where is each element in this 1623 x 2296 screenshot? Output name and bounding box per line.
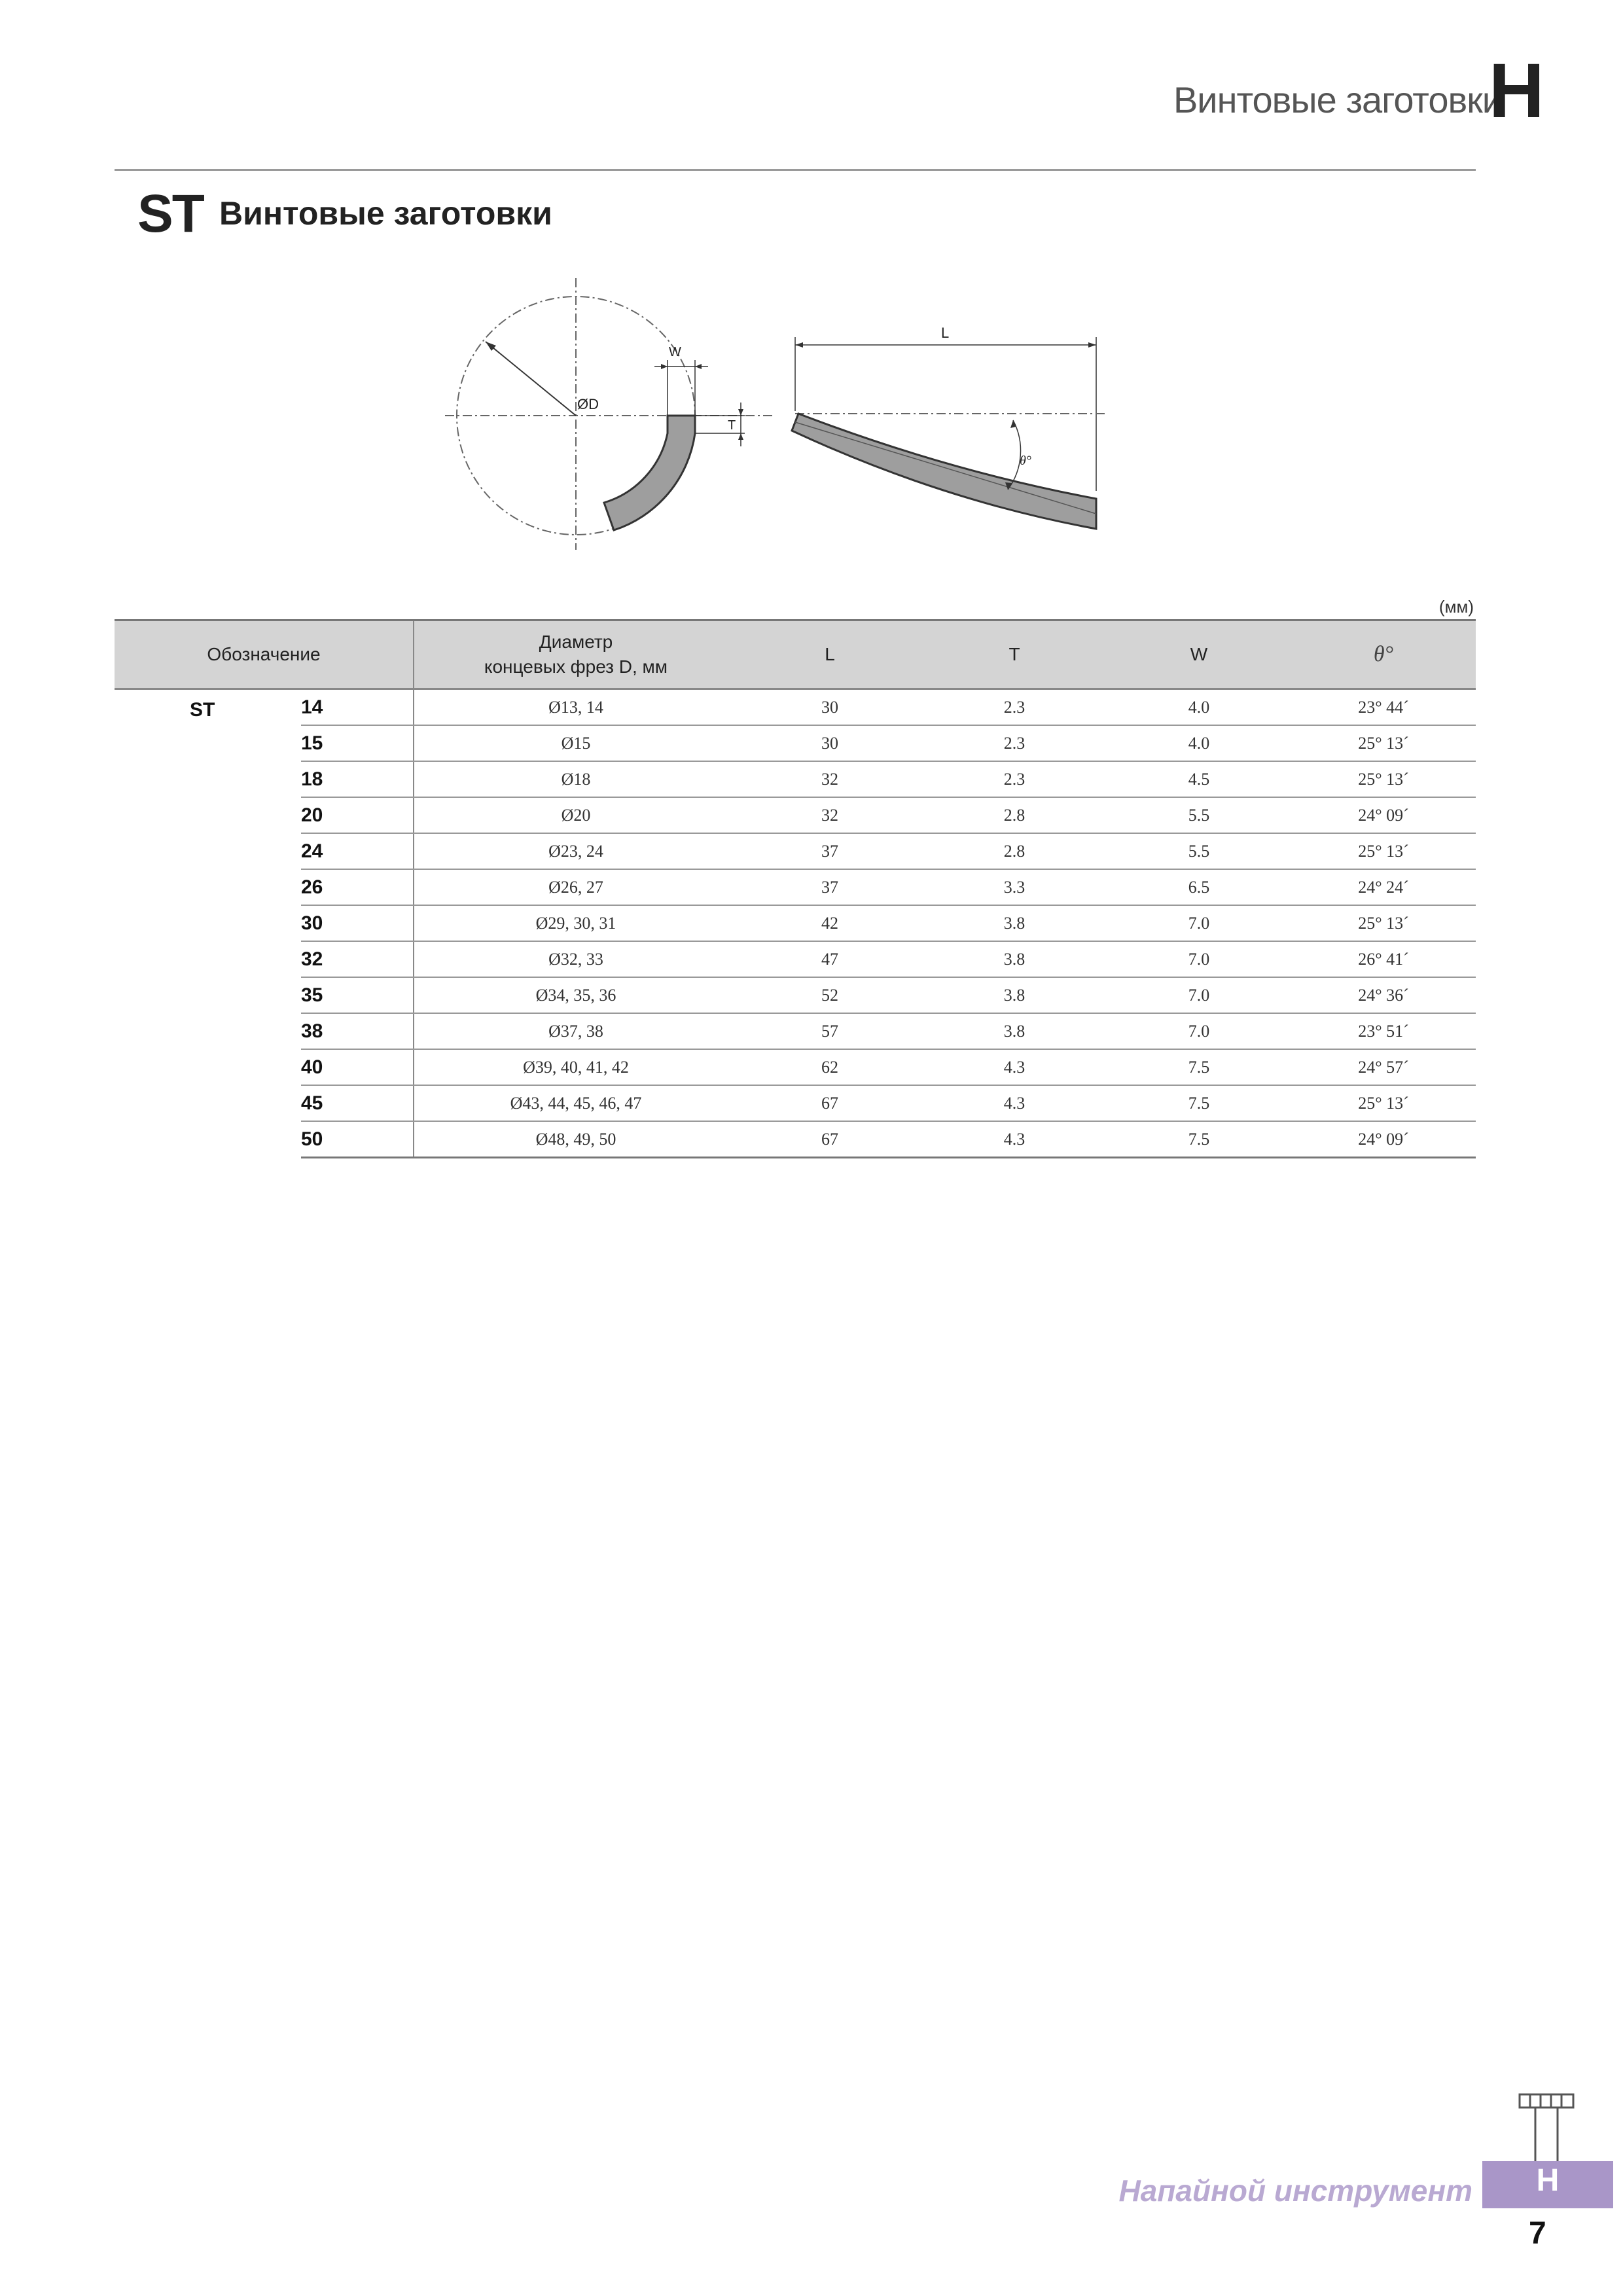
blank-drawing <box>432 275 1139 550</box>
cell-t: 4.3 <box>922 1121 1107 1158</box>
header-title: Винтовые заготовки <box>1173 79 1502 120</box>
cell-t: 2.8 <box>922 797 1107 833</box>
cell-theta: 26° 41´ <box>1291 941 1476 977</box>
cell-w: 7.0 <box>1107 905 1291 941</box>
brazed-tool-icon <box>1517 2089 1576 2162</box>
cell-l: 32 <box>738 797 922 833</box>
cell-w: 4.5 <box>1107 761 1291 797</box>
cell-theta: 25° 13´ <box>1291 1085 1476 1121</box>
cell-l: 52 <box>738 977 922 1013</box>
cell-l: 32 <box>738 761 922 797</box>
cross-section-view <box>445 278 772 550</box>
cell-l: 30 <box>738 689 922 726</box>
cell-size: 38 <box>301 1013 414 1049</box>
label-theta: θ° <box>1020 454 1031 468</box>
table-row <box>115 869 1476 905</box>
cell-diameter: Ø18 <box>414 761 738 797</box>
cell-diameter: Ø26, 27 <box>414 869 738 905</box>
table-header-row <box>115 620 1476 689</box>
table-row <box>115 1085 1476 1121</box>
cell-l: 42 <box>738 905 922 941</box>
header-section-letter: H <box>1488 48 1544 134</box>
cell-theta: 25° 13´ <box>1291 761 1476 797</box>
series-code: ST <box>190 699 215 721</box>
cell-w: 6.5 <box>1107 869 1291 905</box>
label-w: W <box>669 345 681 359</box>
cell-size: 15 <box>301 725 414 761</box>
table-row <box>115 1049 1476 1085</box>
header-diameter-line1: Диаметр <box>539 632 613 653</box>
cell-w: 5.5 <box>1107 833 1291 869</box>
table-row <box>115 977 1476 1013</box>
cell-l: 67 <box>738 1121 922 1158</box>
unit-label: (мм) <box>1438 597 1474 617</box>
cell-w: 4.0 <box>1107 689 1291 726</box>
header-theta <box>1291 620 1476 689</box>
label-l: L <box>941 325 950 341</box>
cell-l: 67 <box>738 1085 922 1121</box>
cell-t: 3.3 <box>922 869 1107 905</box>
cell-t: 4.3 <box>922 1085 1107 1121</box>
header-w: W <box>1107 620 1291 689</box>
cell-l: 37 <box>738 869 922 905</box>
cell-theta: 25° 13´ <box>1291 833 1476 869</box>
cell-size: 35 <box>301 977 414 1013</box>
cell-theta: 24° 09´ <box>1291 797 1476 833</box>
cell-l: 30 <box>738 725 922 761</box>
cell-theta: 25° 13´ <box>1291 905 1476 941</box>
cell-t: 2.3 <box>922 725 1107 761</box>
cell-t: 2.3 <box>922 761 1107 797</box>
table-row <box>115 689 1476 726</box>
cell-diameter: Ø13, 14 <box>414 689 738 726</box>
cell-w: 7.0 <box>1107 941 1291 977</box>
footer-category: Напайной инструмент <box>1118 2174 1472 2208</box>
cell-theta: 24° 24´ <box>1291 869 1476 905</box>
cell-theta: 24° 57´ <box>1291 1049 1476 1085</box>
cell-size: 45 <box>301 1085 414 1121</box>
section-title: Винтовые заготовки <box>219 195 552 232</box>
cell-diameter: Ø43, 44, 45, 46, 47 <box>414 1085 738 1121</box>
header-diameter-line2: концевых фрез D, мм <box>484 656 668 677</box>
cell-size: 24 <box>301 833 414 869</box>
cell-theta: 23° 44´ <box>1291 689 1476 726</box>
cell-size: 30 <box>301 905 414 941</box>
cell-size: 50 <box>301 1121 414 1158</box>
cell-w: 7.5 <box>1107 1049 1291 1085</box>
cell-diameter: Ø39, 40, 41, 42 <box>414 1049 738 1085</box>
cell-diameter: Ø32, 33 <box>414 941 738 977</box>
cell-w: 7.0 <box>1107 977 1291 1013</box>
cell-t: 3.8 <box>922 905 1107 941</box>
cell-l: 37 <box>738 833 922 869</box>
cell-diameter: Ø20 <box>414 797 738 833</box>
cell-diameter: Ø48, 49, 50 <box>414 1121 738 1158</box>
cell-t: 2.8 <box>922 833 1107 869</box>
cell-theta: 24° 09´ <box>1291 1121 1476 1158</box>
cell-l: 57 <box>738 1013 922 1049</box>
page-number: 7 <box>1529 2216 1546 2251</box>
cell-w: 7.5 <box>1107 1085 1291 1121</box>
section-code: ST <box>137 184 204 243</box>
cell-size: 26 <box>301 869 414 905</box>
side-view <box>792 325 1106 529</box>
header-divider <box>115 169 1476 171</box>
cell-t: 3.8 <box>922 941 1107 977</box>
table-row <box>115 1121 1476 1158</box>
cell-w: 4.0 <box>1107 725 1291 761</box>
cell-t: 3.8 <box>922 977 1107 1013</box>
cell-l: 47 <box>738 941 922 977</box>
table-row <box>115 905 1476 941</box>
table-row <box>115 725 1476 761</box>
cell-diameter: Ø23, 24 <box>414 833 738 869</box>
cell-theta: 25° 13´ <box>1291 725 1476 761</box>
cell-l: 62 <box>738 1049 922 1085</box>
cell-theta: 23° 51´ <box>1291 1013 1476 1049</box>
cell-diameter: Ø15 <box>414 725 738 761</box>
cell-t: 4.3 <box>922 1049 1107 1085</box>
table-row <box>115 797 1476 833</box>
cell-size: 40 <box>301 1049 414 1085</box>
spec-table <box>115 619 1476 1158</box>
header-t: T <box>922 620 1107 689</box>
cell-w: 7.5 <box>1107 1121 1291 1158</box>
header-designation: Обозначение <box>115 620 414 689</box>
cell-t: 3.8 <box>922 1013 1107 1049</box>
footer-section-letter: H <box>1536 2163 1560 2198</box>
cell-size: 20 <box>301 797 414 833</box>
label-t: T <box>728 418 736 433</box>
cell-diameter: Ø34, 35, 36 <box>414 977 738 1013</box>
cell-size: 32 <box>301 941 414 977</box>
cell-diameter: Ø29, 30, 31 <box>414 905 738 941</box>
cell-size: 14 <box>301 689 414 726</box>
cell-t: 2.3 <box>922 689 1107 726</box>
table-row <box>115 833 1476 869</box>
cell-w: 5.5 <box>1107 797 1291 833</box>
cell-size: 18 <box>301 761 414 797</box>
header-l: L <box>738 620 922 689</box>
label-d: ØD <box>577 396 599 412</box>
cell-diameter: Ø37, 38 <box>414 1013 738 1049</box>
table-row <box>115 941 1476 977</box>
cell-w: 7.0 <box>1107 1013 1291 1049</box>
table-row <box>115 761 1476 797</box>
table-row <box>115 1013 1476 1049</box>
header-diameter <box>414 620 738 689</box>
header-theta-symbol: θ° <box>1373 642 1394 667</box>
cell-theta: 24° 36´ <box>1291 977 1476 1013</box>
